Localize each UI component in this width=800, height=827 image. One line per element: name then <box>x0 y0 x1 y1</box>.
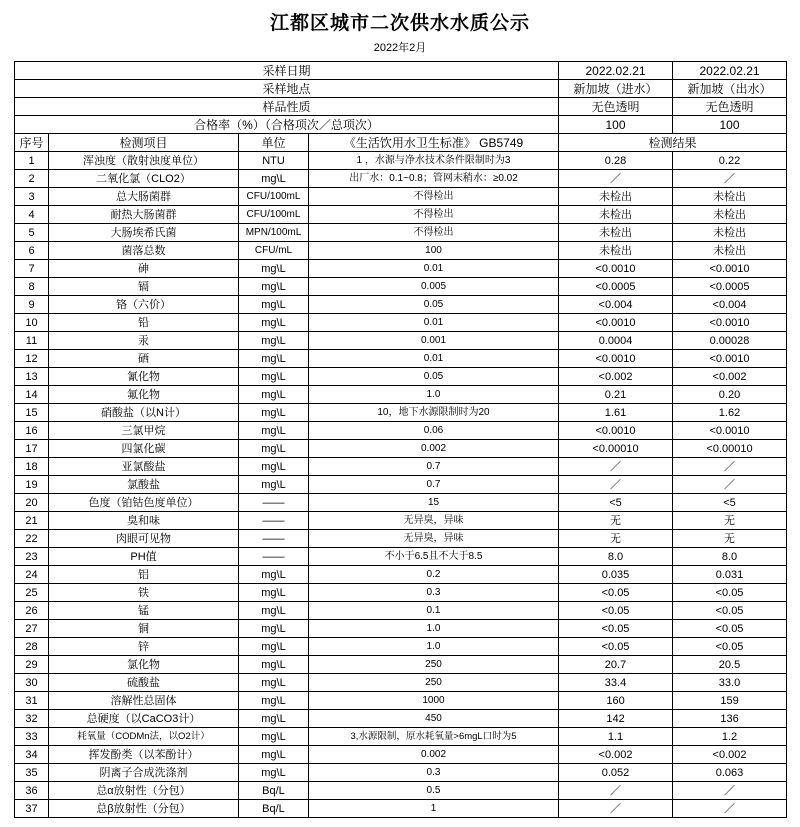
cell-result-1: 未检出 <box>559 224 673 242</box>
cell-standard: 0.7 <box>309 458 559 476</box>
cell-item: 四氯化碳 <box>49 440 239 458</box>
cell-standard: 10，地下水源限制时为20 <box>309 404 559 422</box>
cell-result-1: <0.0010 <box>559 260 673 278</box>
header-label-sample-nature: 样品性质 <box>15 98 559 116</box>
cell-item: 氯化物 <box>49 656 239 674</box>
cell-result-2: <0.0010 <box>673 350 787 368</box>
cell-unit: mg\L <box>239 386 309 404</box>
table-row <box>15 386 787 404</box>
cell-result-1: ／ <box>559 458 673 476</box>
cell-unit: mg\L <box>239 692 309 710</box>
cell-standard: 不小于6.5且不大于8.5 <box>309 548 559 566</box>
table-row <box>15 422 787 440</box>
cell-item: 氟化物 <box>49 386 239 404</box>
cell-standard: 不得检出 <box>309 206 559 224</box>
cell-result-2: ／ <box>673 458 787 476</box>
cell-unit: mg\L <box>239 296 309 314</box>
cell-item: 阴离子合成洗涤剂 <box>49 764 239 782</box>
cell-result-2: 未检出 <box>673 242 787 260</box>
table-row-sampling-location <box>15 80 787 98</box>
header-value-sample-nature-1: 无色透明 <box>559 98 673 116</box>
cell-result-1: <5 <box>559 494 673 512</box>
cell-standard: 0.2 <box>309 566 559 584</box>
cell-standard: 0.005 <box>309 278 559 296</box>
cell-standard: 0.05 <box>309 296 559 314</box>
cell-item: 铁 <box>49 584 239 602</box>
table-row <box>15 278 787 296</box>
cell-item: 臭和味 <box>49 512 239 530</box>
cell-index: 26 <box>15 602 49 620</box>
cell-item: 大肠埃希氏菌 <box>49 224 239 242</box>
cell-result-2: 0.22 <box>673 152 787 170</box>
header-value-sample-nature-2: 无色透明 <box>673 98 787 116</box>
table-row <box>15 620 787 638</box>
table-row-pass-rate <box>15 116 787 134</box>
cell-standard: 0.002 <box>309 746 559 764</box>
cell-result-2: <0.002 <box>673 368 787 386</box>
cell-result-2: 0.031 <box>673 566 787 584</box>
cell-index: 9 <box>15 296 49 314</box>
cell-unit: mg\L <box>239 602 309 620</box>
cell-standard: 无异臭，异味 <box>309 530 559 548</box>
cell-index: 2 <box>15 170 49 188</box>
cell-result-1: 0.28 <box>559 152 673 170</box>
cell-index: 7 <box>15 260 49 278</box>
cell-result-1: <0.0010 <box>559 350 673 368</box>
cell-result-2: <0.00010 <box>673 440 787 458</box>
header-value-pass-rate-2: 100 <box>673 116 787 134</box>
cell-index: 36 <box>15 782 49 800</box>
cell-result-1: <0.0010 <box>559 314 673 332</box>
header-value-sampling-location-2: 新加坡（出水） <box>673 80 787 98</box>
cell-result-1: 0.0004 <box>559 332 673 350</box>
cell-index: 8 <box>15 278 49 296</box>
cell-result-2: <0.0010 <box>673 314 787 332</box>
cell-item: 砷 <box>49 260 239 278</box>
cell-item: 铜 <box>49 620 239 638</box>
cell-result-1: ／ <box>559 800 673 818</box>
cell-result-2: 159 <box>673 692 787 710</box>
cell-result-1: 无 <box>559 512 673 530</box>
cell-result-1: 20.7 <box>559 656 673 674</box>
cell-unit: mg\L <box>239 674 309 692</box>
cell-standard: 不得检出 <box>309 188 559 206</box>
cell-item: 锌 <box>49 638 239 656</box>
cell-standard: 0.01 <box>309 260 559 278</box>
cell-item: 耗氧量（CODMn法，以O2计） <box>49 728 239 746</box>
cell-result-1: <0.00010 <box>559 440 673 458</box>
cell-index: 28 <box>15 638 49 656</box>
cell-result-1: 0.035 <box>559 566 673 584</box>
cell-standard: 1.0 <box>309 638 559 656</box>
cell-result-2: 未检出 <box>673 188 787 206</box>
table-body <box>15 62 787 818</box>
cell-standard: 15 <box>309 494 559 512</box>
cell-index: 4 <box>15 206 49 224</box>
table-row <box>15 260 787 278</box>
cell-unit: mg\L <box>239 260 309 278</box>
cell-result-2: ／ <box>673 476 787 494</box>
table-row <box>15 656 787 674</box>
cell-standard: 0.3 <box>309 584 559 602</box>
cell-result-1: 1.61 <box>559 404 673 422</box>
cell-result-2: 1.62 <box>673 404 787 422</box>
page-subtitle: 2022年2月 <box>373 42 427 54</box>
cell-unit: mg\L <box>239 638 309 656</box>
cell-result-1: <0.002 <box>559 368 673 386</box>
cell-unit: mg\L <box>239 440 309 458</box>
cell-result-2: <0.05 <box>673 584 787 602</box>
table-row <box>15 764 787 782</box>
cell-item: 总大肠菌群 <box>49 188 239 206</box>
cell-unit: mg\L <box>239 656 309 674</box>
cell-result-2: <0.05 <box>673 602 787 620</box>
table-row <box>15 746 787 764</box>
cell-unit: mg\L <box>239 728 309 746</box>
cell-index: 6 <box>15 242 49 260</box>
cell-unit: CFU/100mL <box>239 206 309 224</box>
table-row <box>15 350 787 368</box>
cell-result-2: 0.063 <box>673 764 787 782</box>
cell-index: 37 <box>15 800 49 818</box>
table-row <box>15 728 787 746</box>
cell-unit: Bq/L <box>239 782 309 800</box>
cell-result-1: <0.0005 <box>559 278 673 296</box>
cell-item: 总β放射性（分包） <box>49 800 239 818</box>
cell-standard: 1 <box>309 800 559 818</box>
cell-unit: mg\L <box>239 422 309 440</box>
cell-item: 肉眼可见物 <box>49 530 239 548</box>
column-header-index: 序号 <box>15 134 49 152</box>
table-row <box>15 782 787 800</box>
cell-result-2: 无 <box>673 512 787 530</box>
cell-result-2: ／ <box>673 170 787 188</box>
table-row-sampling-date <box>15 62 787 80</box>
cell-result-1: 142 <box>559 710 673 728</box>
column-header-result: 检测结果 <box>559 134 787 152</box>
cell-result-1: 0.052 <box>559 764 673 782</box>
cell-standard: 0.001 <box>309 332 559 350</box>
water-quality-report-page <box>0 8 800 827</box>
cell-result-1: 33.4 <box>559 674 673 692</box>
cell-unit: mg\L <box>239 368 309 386</box>
cell-item: 镉 <box>49 278 239 296</box>
cell-standard: 不得检出 <box>309 224 559 242</box>
table-row <box>15 548 787 566</box>
cell-result-1: 未检出 <box>559 188 673 206</box>
table-row <box>15 152 787 170</box>
cell-standard: 0.002 <box>309 440 559 458</box>
table-column-headers <box>15 134 787 152</box>
table-row <box>15 458 787 476</box>
table-row <box>15 602 787 620</box>
cell-unit: mg\L <box>239 332 309 350</box>
table-row <box>15 368 787 386</box>
cell-standard: 1.0 <box>309 386 559 404</box>
cell-item: 汞 <box>49 332 239 350</box>
cell-index: 31 <box>15 692 49 710</box>
table-row <box>15 170 787 188</box>
cell-result-1: 无 <box>559 530 673 548</box>
cell-result-2: 1.2 <box>673 728 787 746</box>
cell-standard: 0.06 <box>309 422 559 440</box>
cell-index: 35 <box>15 764 49 782</box>
table-row <box>15 206 787 224</box>
cell-item: 铝 <box>49 566 239 584</box>
header-label-sampling-date: 采样日期 <box>15 62 559 80</box>
cell-result-1: <0.002 <box>559 746 673 764</box>
cell-unit: mg\L <box>239 458 309 476</box>
cell-result-2: 0.20 <box>673 386 787 404</box>
cell-result-2: 未检出 <box>673 206 787 224</box>
cell-result-2: ／ <box>673 782 787 800</box>
table-row <box>15 800 787 818</box>
header-value-sampling-location-1: 新加坡（进水） <box>559 80 673 98</box>
cell-result-2: ／ <box>673 800 787 818</box>
table-row <box>15 188 787 206</box>
cell-item: 氰化物 <box>49 368 239 386</box>
cell-unit: NTU <box>239 152 309 170</box>
table-row <box>15 692 787 710</box>
cell-index: 34 <box>15 746 49 764</box>
cell-item: 色度（铂钴色度单位） <box>49 494 239 512</box>
cell-unit: —— <box>239 530 309 548</box>
column-header-unit: 单位 <box>239 134 309 152</box>
water-quality-table <box>14 61 787 818</box>
cell-index: 3 <box>15 188 49 206</box>
cell-unit: mg\L <box>239 476 309 494</box>
cell-result-1: 未检出 <box>559 206 673 224</box>
cell-index: 13 <box>15 368 49 386</box>
cell-unit: mg\L <box>239 314 309 332</box>
cell-index: 11 <box>15 332 49 350</box>
cell-result-2: <0.004 <box>673 296 787 314</box>
cell-standard: 0.01 <box>309 314 559 332</box>
cell-result-2: 0.00028 <box>673 332 787 350</box>
cell-standard: 0.5 <box>309 782 559 800</box>
cell-item: 溶解性总固体 <box>49 692 239 710</box>
header-value-pass-rate-1: 100 <box>559 116 673 134</box>
table-row <box>15 242 787 260</box>
cell-result-1: <0.05 <box>559 638 673 656</box>
cell-index: 24 <box>15 566 49 584</box>
cell-unit: Bq/L <box>239 800 309 818</box>
cell-index: 30 <box>15 674 49 692</box>
cell-result-2: 20.5 <box>673 656 787 674</box>
cell-result-1: 0.21 <box>559 386 673 404</box>
cell-item: 菌落总数 <box>49 242 239 260</box>
cell-result-2: 33.0 <box>673 674 787 692</box>
cell-standard: 1 ，水源与净水技术条件限制时为3 <box>309 152 559 170</box>
cell-standard: 0.3 <box>309 764 559 782</box>
cell-index: 14 <box>15 386 49 404</box>
cell-item: 铬（六价） <box>49 296 239 314</box>
cell-result-2: 136 <box>673 710 787 728</box>
table-row <box>15 476 787 494</box>
table-row <box>15 224 787 242</box>
cell-index: 33 <box>15 728 49 746</box>
cell-result-2: <0.05 <box>673 620 787 638</box>
cell-index: 18 <box>15 458 49 476</box>
cell-result-2: 8.0 <box>673 548 787 566</box>
cell-standard: 1.0 <box>309 620 559 638</box>
table-row <box>15 404 787 422</box>
header-label-pass-rate: 合格率（%）（合格项次／总项次） <box>15 116 559 134</box>
cell-unit: mg\L <box>239 566 309 584</box>
cell-unit: CFU/100mL <box>239 188 309 206</box>
cell-standard: 1000 <box>309 692 559 710</box>
cell-result-2: <0.0010 <box>673 260 787 278</box>
cell-result-1: ／ <box>559 170 673 188</box>
cell-result-1: 160 <box>559 692 673 710</box>
cell-result-1: <0.05 <box>559 602 673 620</box>
cell-standard: 无异臭，异味 <box>309 512 559 530</box>
cell-item: 硝酸盐（以N计） <box>49 404 239 422</box>
cell-standard: 出厂水：0.1~0.8；管网末稍水：≥0.02 <box>309 170 559 188</box>
cell-item: PH值 <box>49 548 239 566</box>
cell-item: 三氯甲烷 <box>49 422 239 440</box>
cell-item: 挥发酚类（以苯酚计） <box>49 746 239 764</box>
cell-unit: mg\L <box>239 764 309 782</box>
page-title: 江都区城市二次供水水质公示 <box>269 13 530 34</box>
cell-result-2: 未检出 <box>673 224 787 242</box>
cell-item: 铅 <box>49 314 239 332</box>
cell-standard: 100 <box>309 242 559 260</box>
cell-result-1: 1.1 <box>559 728 673 746</box>
cell-item: 总硬度（以CaCO3计） <box>49 710 239 728</box>
cell-item: 锰 <box>49 602 239 620</box>
cell-index: 17 <box>15 440 49 458</box>
cell-standard: 250 <box>309 674 559 692</box>
cell-item: 浑浊度（散射浊度单位） <box>49 152 239 170</box>
cell-item: 耐热大肠菌群 <box>49 206 239 224</box>
cell-unit: mg\L <box>239 350 309 368</box>
cell-unit: —— <box>239 494 309 512</box>
cell-index: 22 <box>15 530 49 548</box>
cell-index: 25 <box>15 584 49 602</box>
cell-unit: mg\L <box>239 584 309 602</box>
cell-index: 27 <box>15 620 49 638</box>
table-row <box>15 314 787 332</box>
table-row <box>15 494 787 512</box>
table-row <box>15 674 787 692</box>
cell-index: 16 <box>15 422 49 440</box>
cell-result-1: <0.05 <box>559 584 673 602</box>
cell-standard: 450 <box>309 710 559 728</box>
column-header-item: 检测项目 <box>49 134 239 152</box>
cell-index: 29 <box>15 656 49 674</box>
cell-index: 19 <box>15 476 49 494</box>
cell-unit: mg\L <box>239 746 309 764</box>
cell-index: 1 <box>15 152 49 170</box>
cell-result-2: <5 <box>673 494 787 512</box>
cell-item: 氯酸盐 <box>49 476 239 494</box>
cell-result-1: 未检出 <box>559 242 673 260</box>
cell-index: 15 <box>15 404 49 422</box>
cell-result-2: <0.0010 <box>673 422 787 440</box>
cell-index: 21 <box>15 512 49 530</box>
cell-index: 20 <box>15 494 49 512</box>
cell-item: 总α放射性（分包） <box>49 782 239 800</box>
cell-unit: MPN/100mL <box>239 224 309 242</box>
cell-standard: 0.01 <box>309 350 559 368</box>
cell-item: 硒 <box>49 350 239 368</box>
cell-item: 二氧化氯（CLO2） <box>49 170 239 188</box>
cell-result-2: 无 <box>673 530 787 548</box>
cell-standard: 0.05 <box>309 368 559 386</box>
cell-index: 10 <box>15 314 49 332</box>
table-row <box>15 566 787 584</box>
header-label-sampling-location: 采样地点 <box>15 80 559 98</box>
cell-index: 23 <box>15 548 49 566</box>
cell-result-1: ／ <box>559 782 673 800</box>
cell-result-1: <0.004 <box>559 296 673 314</box>
cell-result-1: 8.0 <box>559 548 673 566</box>
cell-unit: mg\L <box>239 170 309 188</box>
cell-result-2: <0.002 <box>673 746 787 764</box>
cell-result-1: <0.05 <box>559 620 673 638</box>
table-row <box>15 584 787 602</box>
cell-unit: mg\L <box>239 404 309 422</box>
cell-unit: mg\L <box>239 620 309 638</box>
column-header-standard: 《生活饮用水卫生标准》 GB5749 <box>309 134 559 152</box>
table-row-sample-nature <box>15 98 787 116</box>
cell-standard: 0.7 <box>309 476 559 494</box>
table-row <box>15 638 787 656</box>
cell-standard: 3,水源限制，原水耗氧量>6mgL口时为5 <box>309 728 559 746</box>
cell-unit: —— <box>239 512 309 530</box>
cell-unit: —— <box>239 548 309 566</box>
cell-result-1: ／ <box>559 476 673 494</box>
table-row <box>15 710 787 728</box>
header-value-sampling-date-1: 2022.02.21 <box>559 62 673 80</box>
cell-result-1: <0.0010 <box>559 422 673 440</box>
cell-standard: 250 <box>309 656 559 674</box>
table-row <box>15 440 787 458</box>
cell-standard: 0.1 <box>309 602 559 620</box>
table-row <box>15 512 787 530</box>
cell-index: 32 <box>15 710 49 728</box>
cell-unit: mg\L <box>239 278 309 296</box>
table-row <box>15 296 787 314</box>
cell-unit: mg\L <box>239 710 309 728</box>
cell-item: 亚氯酸盐 <box>49 458 239 476</box>
cell-item: 硫酸盐 <box>49 674 239 692</box>
cell-unit: CFU/mL <box>239 242 309 260</box>
cell-result-2: <0.05 <box>673 638 787 656</box>
header-value-sampling-date-2: 2022.02.21 <box>673 62 787 80</box>
table-row <box>15 332 787 350</box>
table-row <box>15 530 787 548</box>
cell-index: 5 <box>15 224 49 242</box>
cell-result-2: <0.0005 <box>673 278 787 296</box>
cell-index: 12 <box>15 350 49 368</box>
